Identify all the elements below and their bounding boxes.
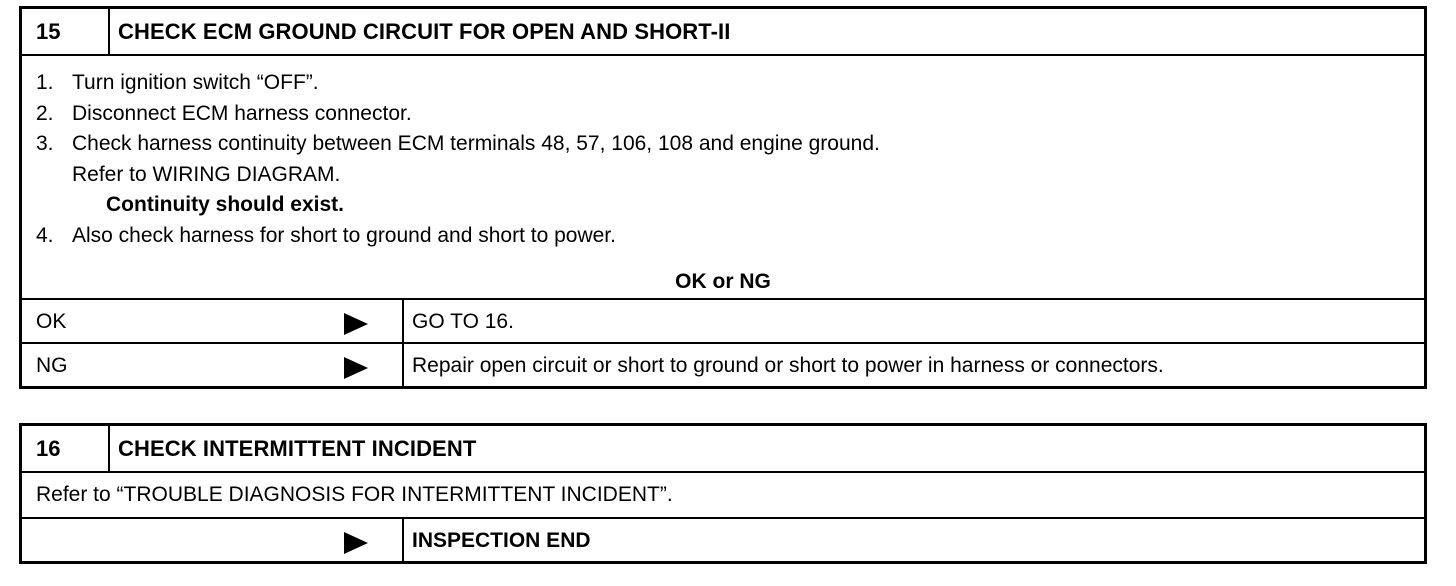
- step-number: 16: [22, 426, 110, 471]
- instruction-text: Check harness continuity between ECM terminals 48, 57, 106, 108 and engine ground.: [72, 132, 880, 155]
- instruction-text: Disconnect ECM harness connector.: [72, 101, 412, 125]
- instruction-text: Refer to “TROUBLE DIAGNOSIS FOR INTERMITTENT INCIDENT”.: [36, 483, 673, 506]
- result-condition-cell: [22, 519, 404, 563]
- instruction-line: [22, 99, 1424, 130]
- refer-note: Refer to WIRING DIAGRAM.: [72, 162, 341, 186]
- spec-text: Continuity should exist.: [106, 193, 345, 216]
- step-16-instructions: [22, 473, 1424, 519]
- result-condition-cell: [22, 344, 404, 388]
- step-15-instructions: [22, 56, 1424, 300]
- result-row-end: [22, 519, 1424, 563]
- instruction-number: 2.: [36, 101, 54, 125]
- instruction-line: [22, 221, 1424, 252]
- arrow-right-icon: [344, 532, 368, 554]
- step-title: CHECK ECM GROUND CIRCUIT FOR OPEN AND SHORT-II: [118, 19, 731, 44]
- instruction-number: 3.: [36, 132, 54, 155]
- result-row-ng: [22, 344, 1424, 388]
- instruction-text: Turn ignition switch “OFF”.: [72, 71, 319, 94]
- result-condition-cell: [22, 300, 404, 342]
- result-action: Repair open circuit or short to ground or short to power in harness or connectors.: [412, 354, 1164, 377]
- instruction-line: [22, 68, 1424, 99]
- instruction-line: [22, 129, 1424, 160]
- judgement-label: OK or NG: [675, 270, 771, 293]
- instruction-text: Also check harness for short to ground and short to power.: [72, 223, 616, 247]
- result-label: NG: [36, 354, 68, 377]
- result-action: GO TO 16.: [412, 310, 514, 333]
- step-15-header: [22, 9, 1424, 56]
- step-16-header: [22, 426, 1424, 473]
- instruction-number: 4.: [36, 223, 54, 247]
- arrow-right-icon: [344, 313, 368, 335]
- instruction-number: 1.: [36, 71, 54, 94]
- result-action: INSPECTION END: [412, 529, 591, 552]
- step-16-block: [19, 423, 1427, 564]
- arrow-right-icon: [344, 357, 368, 379]
- result-row-ok: [22, 300, 1424, 344]
- step-15-block: [19, 6, 1427, 389]
- step-number: 15: [22, 9, 110, 54]
- result-label: OK: [36, 310, 67, 333]
- step-title: CHECK INTERMITTENT INCIDENT: [118, 436, 477, 461]
